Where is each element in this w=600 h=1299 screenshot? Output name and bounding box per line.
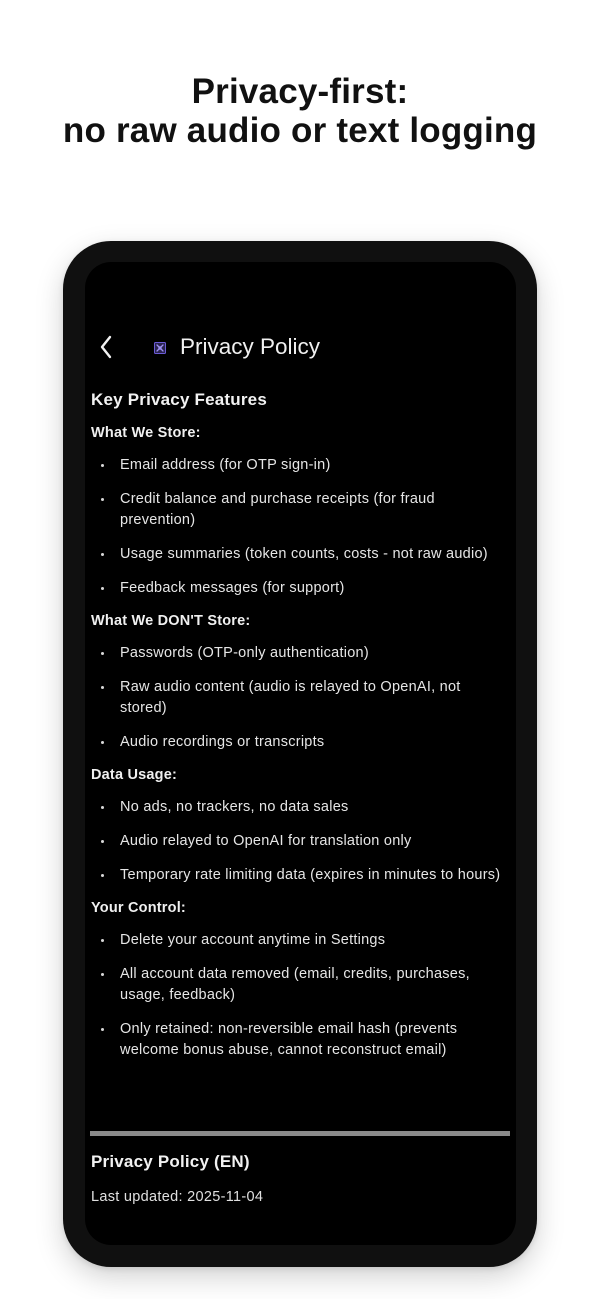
- list-item: Audio relayed to OpenAI for translation only: [91, 831, 511, 852]
- section-heading-your-control: Your Control:: [91, 900, 186, 916]
- section-divider: [90, 1131, 510, 1136]
- list-store: [91, 455, 511, 599]
- bullet-icon: [101, 464, 104, 467]
- list-item: No ads, no trackers, no data sales: [91, 797, 511, 818]
- bullet-icon: [101, 840, 104, 843]
- list-item: Email address (for OTP sign-in): [91, 455, 511, 476]
- bullet-icon: [101, 939, 104, 942]
- bullet-icon: [101, 553, 104, 556]
- list-item: Delete your account anytime in Settings: [91, 930, 511, 951]
- bullet-icon: [101, 587, 104, 590]
- list-item: Raw audio content (audio is relayed to OpenAI, not stored): [91, 677, 511, 719]
- section-heading-data-usage: Data Usage:: [91, 767, 178, 783]
- list-item: Passwords (OTP-only authentication): [91, 643, 511, 664]
- list-item: All account data removed (email, credits, purchases, usage, feedback): [91, 964, 511, 1006]
- bullet-icon: [101, 874, 104, 877]
- last-updated-text: Last updated: 2025-11-04: [91, 1189, 264, 1205]
- list-item: Temporary rate limiting data (expires in minutes to hours): [91, 865, 511, 886]
- policy-content: [91, 388, 511, 1073]
- list-item: Only retained: non-reversible email hash (prevents welcome bonus abuse, cannot reconstruct email): [91, 1019, 511, 1061]
- list-item: Credit balance and purchase receipts (for fraud prevention): [91, 489, 511, 531]
- chevron-left-icon: [99, 335, 113, 359]
- list-item: Audio recordings or transcripts: [91, 732, 511, 753]
- headline: [0, 72, 600, 150]
- phone-frame: [63, 241, 537, 1267]
- nav-bar: [85, 328, 516, 368]
- bullet-icon: [101, 741, 104, 744]
- headline-line-1: Privacy-first:: [191, 72, 409, 111]
- bullet-icon: [101, 652, 104, 655]
- section-heading-store: What We Store:: [91, 425, 201, 441]
- list-your-control: [91, 930, 511, 1061]
- content-title: Key Privacy Features: [91, 390, 267, 409]
- bullet-icon: [101, 806, 104, 809]
- bullet-icon: [101, 498, 104, 501]
- list-data-usage: [91, 797, 511, 886]
- list-item: Feedback messages (for support): [91, 578, 511, 599]
- app-logo-icon: [154, 342, 166, 354]
- page-title: Privacy Policy: [180, 334, 321, 359]
- headline-line-2: no raw audio or text logging: [62, 111, 538, 150]
- bullet-icon: [101, 1028, 104, 1031]
- section-heading-dont-store: What We DON'T Store:: [91, 613, 251, 629]
- phone-screen: [85, 262, 516, 1245]
- bullet-icon: [101, 973, 104, 976]
- back-button[interactable]: [93, 332, 119, 362]
- list-dont-store: [91, 643, 511, 753]
- list-item: Usage summaries (token counts, costs - not raw audio): [91, 544, 511, 565]
- bullet-icon: [101, 686, 104, 689]
- policy-version-title: Privacy Policy (EN): [91, 1152, 250, 1171]
